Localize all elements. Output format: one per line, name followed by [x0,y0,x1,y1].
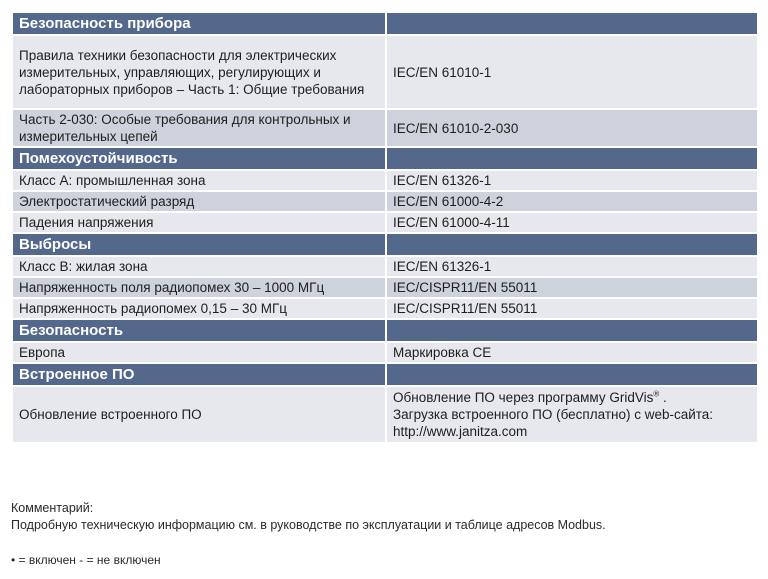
row-label: Часть 2-030: Особые требования для контрольных и измерительных цепей [12,109,386,147]
section-header [12,319,758,342]
row-label: Электростатический разряд [12,191,386,212]
row-label: Класс А: промышленная зона [12,170,386,191]
row-value: IEC/EN 61326-1 [386,170,758,191]
row-value: Маркировка CE [386,342,758,363]
comment-label: Комментарий: [11,501,94,515]
section-header [12,12,758,35]
table-row [12,191,758,212]
table-row [12,256,758,277]
section-header [12,147,758,170]
section-header [12,363,758,386]
footnotes [11,500,606,534]
section-header-blank [386,233,758,256]
row-value: IEC/CISPR11/EN 55011 [386,277,758,298]
section-header-blank [386,147,758,170]
table-row [12,35,758,109]
table-row [12,212,758,233]
row-value: IEC/EN 61010-1 [386,35,758,109]
table-row [12,386,758,443]
table-row [12,298,758,319]
table-row [12,342,758,363]
firmware-download-text: Загрузка встроенного ПО (бесплатно) с web-сайта: http://www.janitza.com [393,407,714,439]
table-row [12,109,758,147]
row-label: Правила техники безопасности для электрических измерительных, управляющих, регулирующих и лабораторных приборов – Часть 1: Общие требования [12,35,386,109]
row-label: Падения напряжения [12,212,386,233]
section-header-blank [386,319,758,342]
row-label: Напряженность радиопомех 0,15 – 30 МГц [12,298,386,319]
section-title: Помехоустойчивость [12,147,386,170]
firmware-update-text: Обновление ПО через программу GridVis [393,390,654,405]
section-header-blank [386,363,758,386]
row-value: IEC/CISPR11/EN 55011 [386,298,758,319]
row-label: Напряженность поля радиопомех 30 – 1000 МГц [12,277,386,298]
spec-table [11,11,759,444]
table-row [12,277,758,298]
row-label: Класс В: жилая зона [12,256,386,277]
row-value: IEC/EN 61000-4-2 [386,191,758,212]
row-value: IEC/EN 61326-1 [386,256,758,277]
section-header-blank [386,12,758,35]
row-value [386,386,758,443]
section-header [12,233,758,256]
section-title: Безопасность [12,319,386,342]
section-title: Встроенное ПО [12,363,386,386]
comment-text: Подробную техническую информацию см. в руководстве по эксплуатации и таблице адресов Modbus. [11,518,606,532]
table-row [12,170,758,191]
firmware-update-period: . [659,390,667,405]
row-label: Обновление встроенного ПО [12,386,386,443]
row-value: IEC/EN 61010-2-030 [386,109,758,147]
legend: • = включен - = не включен [11,553,161,567]
section-title: Безопасность прибора [12,12,386,35]
row-value: IEC/EN 61000-4-11 [386,212,758,233]
row-label: Европа [12,342,386,363]
section-title: Выбросы [12,233,386,256]
registered-mark: ® [653,389,660,399]
